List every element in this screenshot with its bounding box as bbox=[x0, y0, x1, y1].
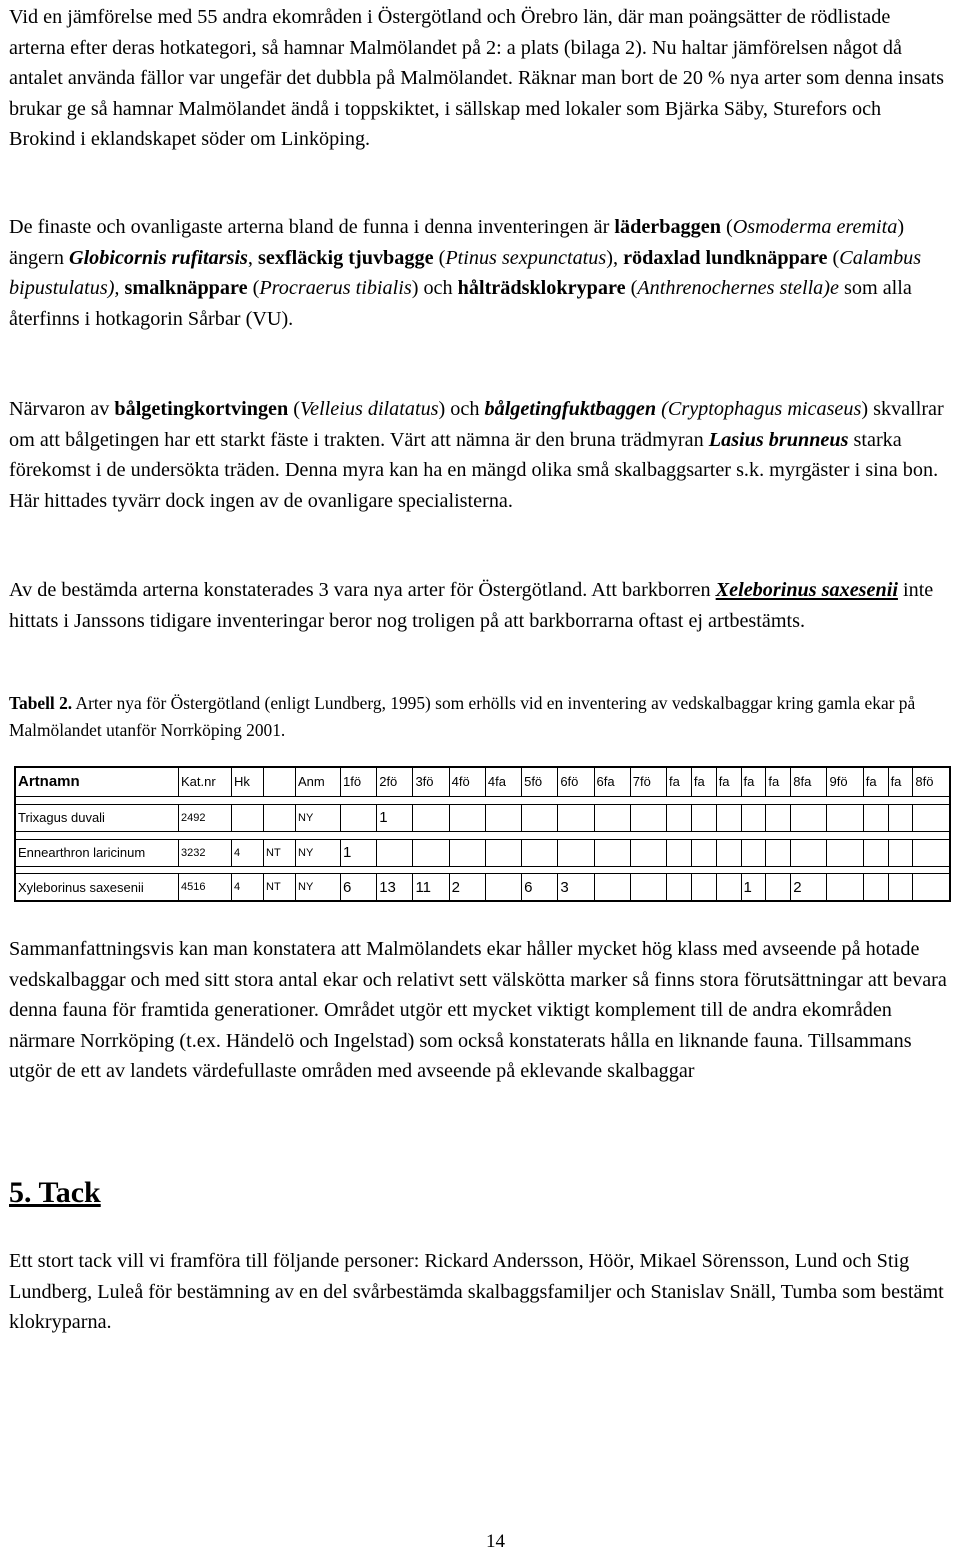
paragraph-comparison bbox=[9, 2, 949, 155]
table-header-cell: 5fö bbox=[522, 767, 558, 796]
table-cell bbox=[522, 839, 558, 866]
table-cell: NY bbox=[296, 804, 341, 831]
table-cell: 2492 bbox=[179, 804, 232, 831]
section-heading-tack: 5. Tack bbox=[9, 1176, 101, 1209]
table-header-cell: 3fö bbox=[413, 767, 449, 796]
text-run: Procraerus tibialis bbox=[259, 277, 412, 299]
table-header-cell: Kat.nr bbox=[179, 767, 232, 796]
table-cell bbox=[485, 874, 521, 901]
text-run: ) och bbox=[438, 398, 485, 420]
text-run: Anthrenochernes stella)e bbox=[637, 277, 839, 299]
text-run: ) och bbox=[411, 277, 458, 299]
table-cell bbox=[913, 839, 950, 866]
table-spacer-row bbox=[15, 796, 950, 804]
text-run: rödaxlad lundknäppare bbox=[623, 246, 828, 269]
table-spacer-row bbox=[15, 866, 950, 874]
table-cell bbox=[913, 874, 950, 901]
table-header-cell: fa bbox=[741, 767, 766, 796]
table-cell bbox=[766, 804, 791, 831]
text-run: som alla återfinns i hotkagorin Sårbar (VU). bbox=[9, 277, 912, 330]
table-spacer-cell bbox=[15, 866, 950, 874]
text-run: Xeleborinus saxesenii bbox=[715, 579, 898, 601]
table-cell bbox=[341, 804, 377, 831]
paragraph-acknowledgements bbox=[9, 1246, 949, 1338]
table-cell bbox=[413, 839, 449, 866]
table-cell bbox=[691, 804, 716, 831]
table-cell: 1 bbox=[341, 839, 377, 866]
table-cell bbox=[691, 839, 716, 866]
text-run: hålträdsklokrypare bbox=[457, 277, 626, 299]
table-cell: 3 bbox=[558, 874, 594, 901]
table-cell: NT bbox=[264, 839, 296, 866]
table-cell: Ennearthron laricinum bbox=[15, 839, 179, 866]
table-cell bbox=[666, 839, 691, 866]
text-run: Sammanfattningsvis kan man konstatera att Malmölandets ekar håller mycket hög klass med avseende på hotade vedskalbaggar och med sitt stora antal ekar och relativt sett välskötta marker så finns stora förutsättningar att bevara denna fauna för framtida generationer. Området utgör ett mycket viktigt komplement till de andra ekområden närmare Norrköping (t.ex. Händelö och Ingelstad) som också konstaterats hålla en liknande fauna. Tillsammans utgör de ett av landets värdefullaste områden med avseende på eklevande skalbaggar bbox=[9, 938, 947, 1082]
table-cell: 6 bbox=[341, 874, 377, 901]
table-cell: 13 bbox=[377, 874, 413, 901]
table-cell bbox=[827, 804, 863, 831]
table-header-cell: fa bbox=[716, 767, 741, 796]
table-header-cell: 4fa bbox=[485, 767, 521, 796]
table-cell bbox=[666, 804, 691, 831]
table-cell: 6 bbox=[522, 874, 558, 901]
text-run: Ptinus sexpunctatus bbox=[445, 246, 607, 269]
text-run: Närvaron av bbox=[9, 398, 115, 420]
table-cell bbox=[485, 804, 521, 831]
table-header-cell: 7fö bbox=[630, 767, 666, 796]
table-header-cell bbox=[264, 767, 296, 796]
paragraph-rare-species bbox=[9, 212, 949, 334]
table-header-cell: 9fö bbox=[827, 767, 863, 796]
table-spacer-cell bbox=[15, 796, 950, 804]
table-header-cell: fa bbox=[691, 767, 716, 796]
table-spacer-row bbox=[15, 831, 950, 839]
table-cell: Xyleborinus saxesenii bbox=[15, 874, 179, 901]
paragraph-new-species bbox=[9, 575, 949, 636]
text-run: sexfläckig tjuvbagge bbox=[258, 246, 434, 269]
text-run: De finaste och ovanligaste arterna bland de funna i denna inventeringen är bbox=[9, 216, 615, 238]
table-caption bbox=[9, 690, 949, 744]
table-cell bbox=[741, 839, 766, 866]
text-run: Av de bestämda arterna konstaterades 3 vara nya arter för Östergötland. Att barkborren bbox=[9, 579, 716, 601]
table-cell: 3232 bbox=[179, 839, 232, 866]
page-number: 14 bbox=[486, 1531, 505, 1552]
table-spacer-cell bbox=[15, 831, 950, 839]
table-caption-lead: Tabell 2. bbox=[9, 693, 73, 713]
table-cell bbox=[888, 804, 913, 831]
paragraph-summary bbox=[9, 934, 949, 1087]
table-header-cell: Hk bbox=[232, 767, 264, 796]
table-cell: 4516 bbox=[179, 874, 232, 901]
text-run: starka förekomst i de undersökta träden. Denna myra kan ha en mängd olika små skalbaggsarter s.k. myrgäster i sina bon. Här hittades tyvärr dock ingen av de ovanligare specialisterna. bbox=[9, 428, 939, 512]
text-run: ( bbox=[247, 277, 260, 299]
table-row bbox=[15, 874, 950, 901]
table-cell bbox=[791, 804, 827, 831]
text-run: ) ängern bbox=[9, 216, 905, 269]
text-run: , bbox=[247, 246, 259, 269]
table-cell bbox=[594, 804, 630, 831]
table-cell bbox=[449, 804, 485, 831]
table-cell bbox=[827, 874, 863, 901]
table-cell: 11 bbox=[413, 874, 449, 901]
text-run: Osmoderma eremita bbox=[732, 216, 898, 238]
table-header-cell: fa bbox=[666, 767, 691, 796]
table-header-cell: 6fa bbox=[594, 767, 630, 796]
table-cell bbox=[888, 874, 913, 901]
text-run: ( bbox=[720, 216, 733, 238]
table-cell bbox=[691, 874, 716, 901]
table-cell: NY bbox=[296, 874, 341, 901]
table-cell bbox=[413, 804, 449, 831]
table-cell: Trixagus duvali bbox=[15, 804, 179, 831]
table-cell bbox=[766, 874, 791, 901]
table-cell bbox=[913, 804, 950, 831]
text-run: bålgetingkortvingen bbox=[114, 398, 289, 420]
table-cell bbox=[630, 804, 666, 831]
table-cell bbox=[766, 839, 791, 866]
table-cell bbox=[716, 804, 741, 831]
text-run: Ett stort tack vill vi framföra till följande personer: Rickard Andersson, Höör, Mikael Sörensson, Lund och Stig Lundberg, Luleå för bestämning av en del svårbestämda skalbaggsfamiljer och Stanislav Snäll, Tumba som bestämt klokryparna. bbox=[9, 1250, 944, 1333]
text-run: Calambus bipustulatus), bbox=[9, 246, 922, 299]
table-row bbox=[15, 839, 950, 866]
table-header-cell: 6fö bbox=[558, 767, 594, 796]
table-cell bbox=[630, 874, 666, 901]
text-run: inte hittats i Janssons tidigare inventeringar beror nog troligen på att barkborrarna oftast ej artbestämts. bbox=[9, 579, 934, 632]
table-header-cell: 4fö bbox=[449, 767, 485, 796]
table-cell: 4 bbox=[232, 839, 264, 866]
paragraph-hornet-species bbox=[9, 394, 949, 516]
table-cell bbox=[863, 839, 888, 866]
table-header-cell: 1fö bbox=[341, 767, 377, 796]
table-cell: 2 bbox=[791, 874, 827, 901]
table-cell bbox=[594, 839, 630, 866]
table-cell bbox=[377, 839, 413, 866]
table-header-cell: fa bbox=[863, 767, 888, 796]
table-cell bbox=[449, 839, 485, 866]
table-header-cell: Artnamn bbox=[15, 767, 179, 796]
text-run: läderbaggen bbox=[614, 216, 721, 238]
table-cell bbox=[863, 874, 888, 901]
table-row bbox=[15, 804, 950, 831]
text-run: Velleius dilatatus bbox=[300, 398, 439, 420]
table-header-cell: Anm bbox=[296, 767, 341, 796]
text-run: bålgetingfuktbaggen bbox=[484, 398, 657, 420]
table-cell: 4 bbox=[232, 874, 264, 901]
table-header-cell: 2fö bbox=[377, 767, 413, 796]
table-cell bbox=[716, 874, 741, 901]
table-header-cell: fa bbox=[888, 767, 913, 796]
table-cell bbox=[594, 874, 630, 901]
text-run: ), bbox=[606, 246, 624, 269]
table-cell bbox=[485, 839, 521, 866]
species-table bbox=[14, 766, 951, 902]
table-header-cell: 8fö bbox=[913, 767, 950, 796]
table-header-cell: 8fa bbox=[791, 767, 827, 796]
text-run: ( bbox=[625, 277, 638, 299]
table-header-row bbox=[15, 767, 950, 796]
table-cell: 2 bbox=[449, 874, 485, 901]
table-cell bbox=[630, 839, 666, 866]
table-cell bbox=[558, 804, 594, 831]
text-run: ) skvallrar om att bålgetingen har ett starkt fäste i trakten. Värt att nämna är den bruna trädmyran bbox=[9, 398, 944, 451]
text-run: ( bbox=[433, 246, 446, 269]
text-run: Vid en jämförelse med 55 andra ekområden i Östergötland och Örebro län, där man poängsätter de rödlistade arterna efter deras hotkategori, så hamnar Malmölandet på 2: a plats (bilaga 2). Nu haltar jämförelsen något då antalet använda fällor var ungefär det dubbla på Malmölandet. Räknar man bort de 20 % nya arter som denna insats brukar ge så hamnar Malmölandet ändå i toppskiktet, i sällskap med lokaler som Bjärka Säby, Sturefors och Brokind i eklandskapet söder om Linköping. bbox=[9, 6, 945, 150]
table-cell bbox=[522, 804, 558, 831]
text-run: ( bbox=[288, 398, 301, 420]
table-cell bbox=[264, 804, 296, 831]
table-cell: 1 bbox=[741, 874, 766, 901]
table-cell bbox=[863, 804, 888, 831]
text-run: Globicornis rufitarsis bbox=[68, 246, 248, 269]
table-header-cell: fa bbox=[766, 767, 791, 796]
table-cell bbox=[558, 839, 594, 866]
table-caption-text: Arter nya för Östergötland (enligt Lundberg, 1995) som erhölls vid en inventering av vedskalbaggar kring gamla ekar på Malmölandet utanför Norrköping 2001. bbox=[9, 693, 916, 740]
table-cell bbox=[888, 839, 913, 866]
text-run: (Cryptophagus micaseus bbox=[661, 398, 862, 420]
table-cell bbox=[827, 839, 863, 866]
table-cell bbox=[791, 839, 827, 866]
text-run: ( bbox=[827, 246, 840, 269]
text-run: Lasius brunneus bbox=[708, 428, 849, 451]
text-run: smalknäppare bbox=[124, 277, 248, 299]
table-cell bbox=[741, 804, 766, 831]
table-cell bbox=[716, 839, 741, 866]
table-cell bbox=[666, 874, 691, 901]
table-cell: 1 bbox=[377, 804, 413, 831]
table-cell: NY bbox=[296, 839, 341, 866]
table-cell: NT bbox=[264, 874, 296, 901]
table-cell bbox=[232, 804, 264, 831]
